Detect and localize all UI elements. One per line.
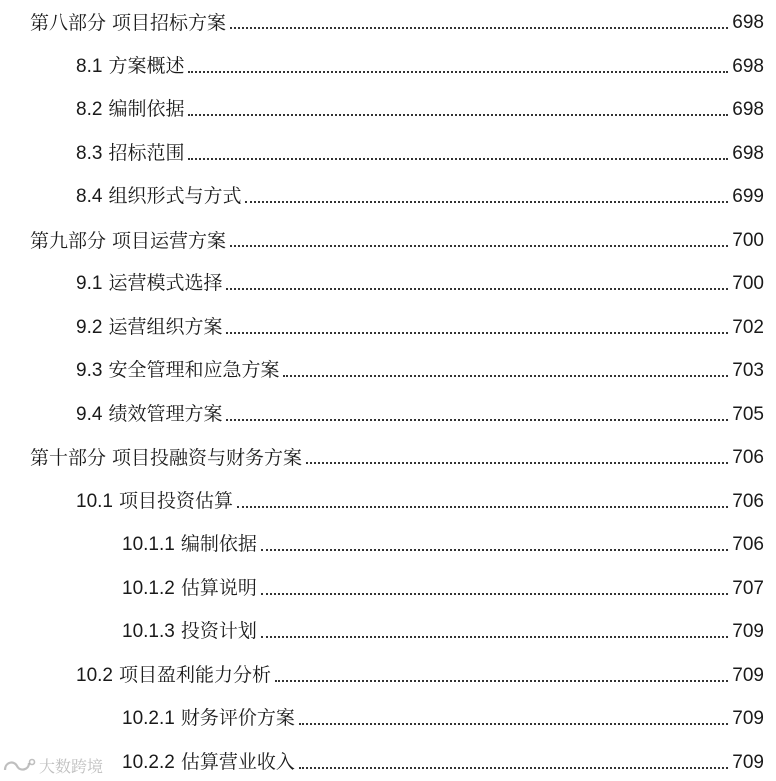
dot-leader xyxy=(226,288,728,290)
toc-entry-label xyxy=(122,620,257,643)
dot-leader xyxy=(283,375,728,377)
toc-entry-title: 第八部分 项目招标方案 xyxy=(30,12,227,34)
dot-leader xyxy=(299,723,728,725)
toc-entry-number: 10.1.3 xyxy=(122,621,175,642)
toc-entry-page: 698 xyxy=(732,142,764,164)
dot-leader xyxy=(230,27,728,29)
toc-entry-label xyxy=(76,403,222,426)
toc-entry-title: 编制依据 xyxy=(108,98,185,120)
toc-entry-number: 9.3 xyxy=(76,360,103,381)
toc-entry-page: 709 xyxy=(732,751,764,773)
toc-entry-label xyxy=(122,751,295,774)
toc-entry-number: 8.1 xyxy=(76,55,103,77)
toc-entry[interactable] xyxy=(76,178,764,208)
toc-entry-label xyxy=(76,316,222,339)
toc-entry[interactable] xyxy=(30,4,764,34)
dot-leader xyxy=(261,549,728,551)
watermark xyxy=(2,754,103,777)
toc-entry-page: 707 xyxy=(732,577,764,599)
toc-entry-page: 702 xyxy=(732,316,764,338)
watermark-text: 大数跨境 xyxy=(39,757,104,776)
toc-entry-number: 9.1 xyxy=(76,273,103,294)
toc-entry-title: 第十部分 项目投融资与财务方案 xyxy=(30,447,303,469)
toc-entry[interactable] xyxy=(122,526,764,556)
dot-leader xyxy=(299,767,728,769)
toc-entry[interactable] xyxy=(76,48,764,78)
toc-entry-title: 估算说明 xyxy=(180,576,257,599)
toc-entry[interactable] xyxy=(76,483,764,513)
toc-entry[interactable] xyxy=(76,265,764,295)
toc-entry-page: 703 xyxy=(732,360,764,381)
toc-entry[interactable] xyxy=(76,396,764,426)
toc-entry-page: 709 xyxy=(732,621,764,642)
toc-entry-label xyxy=(76,185,241,208)
toc-entry-label xyxy=(122,577,257,600)
toc-entry-label xyxy=(76,490,233,513)
toc-entry-label xyxy=(122,707,295,730)
toc-entry-number: 9.4 xyxy=(76,403,103,425)
toc-entry-number: 10.1.2 xyxy=(122,577,175,599)
toc-entry-label xyxy=(76,272,222,295)
toc-entry[interactable] xyxy=(76,352,764,382)
toc-entry-page: 699 xyxy=(732,186,764,207)
toc-entry-title: 第九部分 项目运营方案 xyxy=(30,229,227,252)
toc-entry[interactable] xyxy=(30,439,764,469)
toc-entry-label xyxy=(76,664,271,687)
toc-entry-page: 698 xyxy=(732,55,764,77)
dot-leader xyxy=(306,462,728,464)
toc-entry-number: 9.2 xyxy=(76,316,103,338)
toc-entry[interactable] xyxy=(76,309,764,339)
toc-entry-title: 绩效管理方案 xyxy=(108,402,223,425)
toc-entry-number: 10.2.1 xyxy=(122,708,175,729)
toc-entry-title: 招标范围 xyxy=(108,141,185,164)
toc-entry-page: 706 xyxy=(732,447,764,468)
dot-leader xyxy=(226,332,728,334)
toc-entry-page: 698 xyxy=(732,99,764,120)
toc-entry-page: 709 xyxy=(732,664,764,686)
toc-entry-number: 8.3 xyxy=(76,142,103,164)
toc-entry-label xyxy=(76,359,279,382)
dot-leader xyxy=(275,680,728,682)
toc-entry-page: 698 xyxy=(732,12,764,33)
toc-entry-title: 安全管理和应急方案 xyxy=(108,359,280,381)
toc-entry-number: 10.1 xyxy=(76,490,113,512)
toc-entry-title: 项目投资估算 xyxy=(119,489,234,512)
dot-leader xyxy=(226,419,728,421)
toc-entry-page: 706 xyxy=(732,490,764,512)
toc-entry-label xyxy=(76,98,184,121)
toc-entry[interactable] xyxy=(76,135,764,165)
toc-entry[interactable] xyxy=(122,613,764,643)
toc-entry-title: 运营模式选择 xyxy=(108,272,223,294)
toc-entry-label xyxy=(122,533,257,556)
toc-entry-label xyxy=(30,12,226,34)
toc-entry[interactable] xyxy=(122,700,764,730)
toc-entry-page: 706 xyxy=(732,534,764,555)
dot-leader xyxy=(188,158,728,160)
toc-entry-page: 700 xyxy=(732,229,764,251)
toc-entry-title: 估算营业收入 xyxy=(180,750,295,773)
toc-entry-number: 8.4 xyxy=(76,186,103,207)
toc-entry-label xyxy=(76,55,184,78)
toc-entry-number: 10.2.2 xyxy=(122,751,175,773)
toc-entry-title: 运营组织方案 xyxy=(108,315,223,338)
toc-entry[interactable] xyxy=(122,570,764,600)
toc-entry-number: 10.1.1 xyxy=(122,534,175,555)
toc-entry-page: 705 xyxy=(732,403,764,425)
dot-leader xyxy=(261,593,728,595)
toc-entry-title: 方案概述 xyxy=(108,54,185,77)
toc-entry[interactable] xyxy=(122,744,764,774)
toc-entry[interactable] xyxy=(76,91,764,121)
toc-entry-title: 组织形式与方式 xyxy=(108,185,242,207)
toc-entry-label xyxy=(30,447,302,469)
dot-leader xyxy=(237,506,728,508)
toc-entry-number: 8.2 xyxy=(76,99,103,120)
dot-leader xyxy=(245,201,728,203)
toc-entry-page: 700 xyxy=(732,273,764,294)
toc-entry[interactable] xyxy=(30,222,764,252)
toc-entry-number: 10.2 xyxy=(76,664,113,686)
toc-entry-title: 编制依据 xyxy=(180,533,257,555)
dot-leader xyxy=(188,71,728,73)
toc-entry-page: 709 xyxy=(732,708,764,729)
toc-entry-title: 项目盈利能力分析 xyxy=(119,663,272,686)
toc-entry[interactable] xyxy=(76,657,764,687)
toc-entry-title: 财务评价方案 xyxy=(180,707,295,729)
dot-leader xyxy=(188,114,728,116)
toc-entry-label xyxy=(76,142,184,165)
dot-leader xyxy=(261,636,728,638)
toc-entry-label xyxy=(30,230,226,252)
toc-entry-title: 投资计划 xyxy=(180,620,257,642)
dot-leader xyxy=(230,245,728,247)
watermark-logo-icon xyxy=(2,756,36,776)
